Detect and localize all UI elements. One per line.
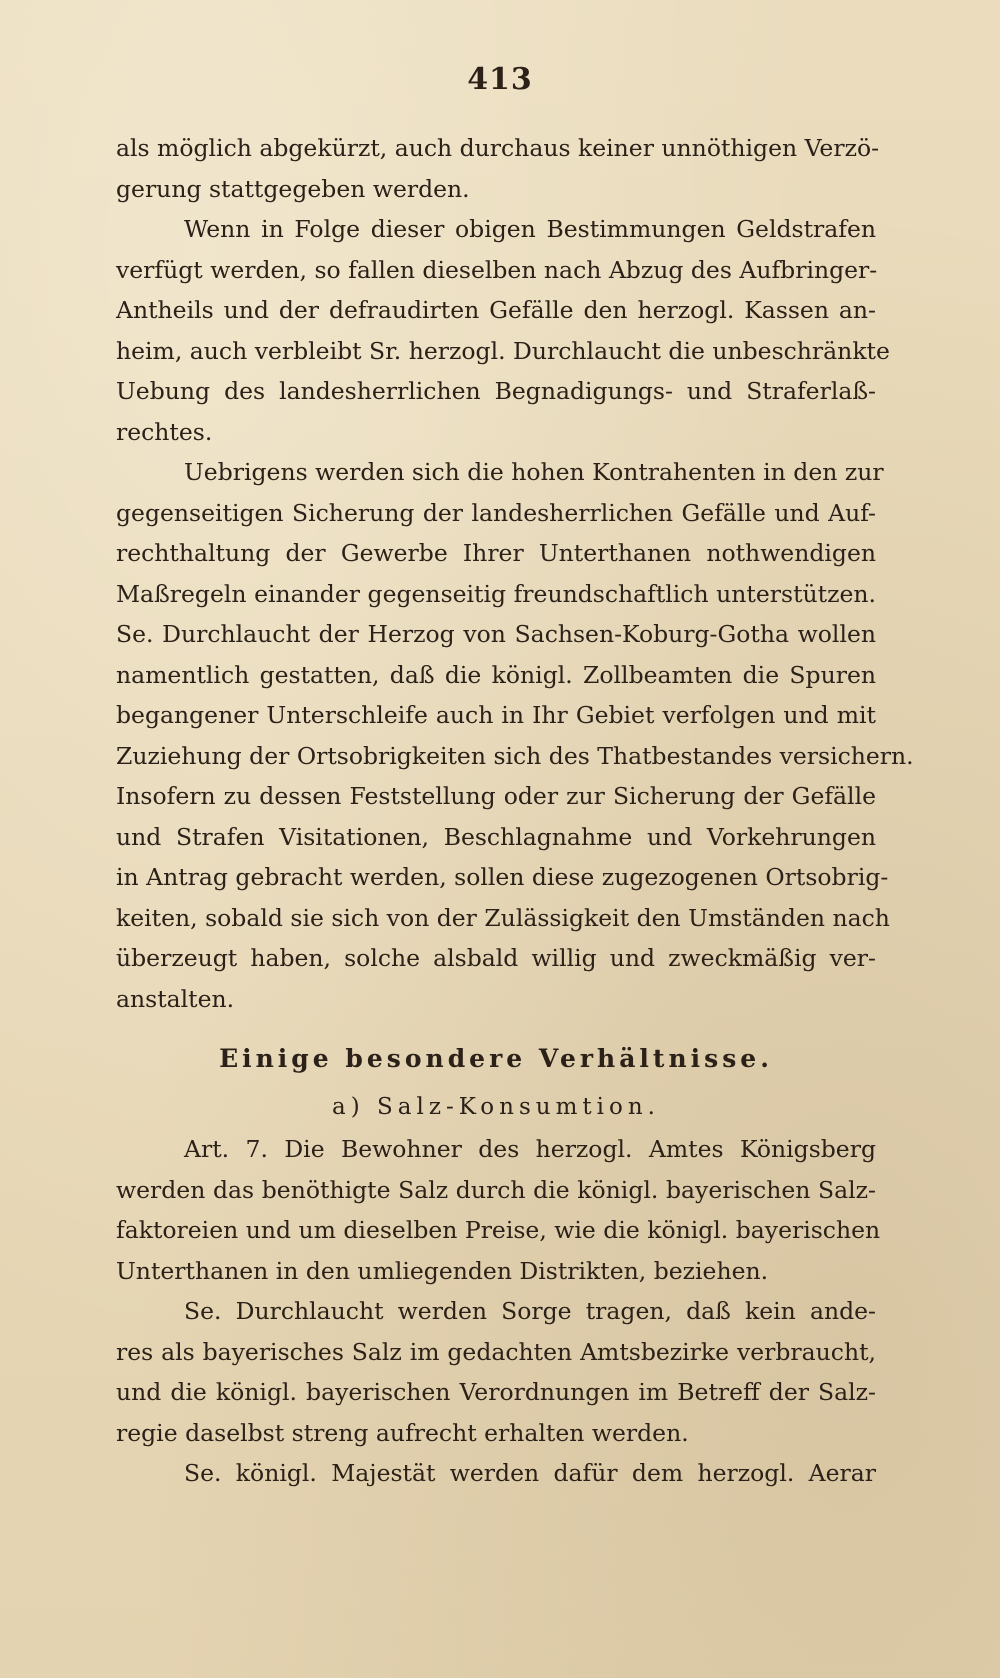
text-line: Se. Durchlaucht werden Sorge tragen, daß kein ande- bbox=[184, 1297, 876, 1325]
text-line: Insofern zu dessen Feststellung oder zur Sicherung der Gefälle bbox=[116, 782, 876, 810]
text-line: Art. 7. Die Bewohner des herzogl. Amtes Königsberg bbox=[184, 1135, 876, 1163]
text-line: rechthaltung der Gewerbe Ihrer Unterthanen nothwendigen bbox=[116, 539, 876, 567]
text-line: begangener Unterschleife auch in Ihr Gebiet verfolgen und mit bbox=[116, 701, 876, 729]
text-line: und Strafen Visitationen, Beschlagnahme und Vorkehrungen bbox=[116, 822, 876, 851]
section-subheading: a) Salz-Konsumtion. bbox=[332, 1094, 660, 1120]
text-line: Antheils und der defraudirten Gefälle den herzogl. Kassen an- bbox=[116, 296, 876, 324]
text-line: gegenseitigen Sicherung der landesherrlichen Gefälle und Auf- bbox=[116, 498, 876, 527]
text-body bbox=[116, 128, 914, 1494]
page-number: 413 bbox=[467, 62, 533, 97]
text-line: und die königl. bayerischen Verordnungen im Betreff der Salz- bbox=[116, 1378, 876, 1406]
text-line: verfügt werden, so fallen dieselben nach Abzug des Aufbringer- bbox=[116, 255, 878, 284]
text-line: anstalten. bbox=[116, 984, 235, 1013]
text-line: res als bayerisches Salz im gedachten Amtsbezirke verbraucht, bbox=[116, 1337, 876, 1366]
text-line: gerung stattgegeben werden. bbox=[116, 174, 470, 203]
text-line: namentlich gestatten, daß die königl. Zollbeamten die Spuren bbox=[116, 660, 876, 689]
text-line: faktoreien und um dieselben Preise, wie die königl. bayerischen bbox=[116, 1216, 881, 1244]
text-line: Unterthanen in den umliegenden Distrikten, beziehen. bbox=[116, 1256, 769, 1285]
text-line: Maßregeln einander gegenseitig freundschaftlich unterstützen. bbox=[116, 579, 876, 608]
text-line: heim, auch verbleibt Sr. herzogl. Durchlaucht die unbeschränkte bbox=[116, 336, 890, 365]
text-line: überzeugt haben, solche alsbald willig und zweckmäßig ver- bbox=[116, 944, 876, 972]
text-line: Se. Durchlaucht der Herzog von Sachsen-Koburg-Gotha wollen bbox=[116, 620, 876, 648]
text-line: rechtes. bbox=[116, 417, 213, 446]
text-line: in Antrag gebracht werden, sollen diese zugezogenen Ortsobrig- bbox=[116, 863, 889, 891]
text-line: Se. königl. Majestät werden dafür dem herzogl. Aerar bbox=[184, 1459, 876, 1487]
section-heading: Einige besondere Verhältnisse. bbox=[219, 1044, 773, 1073]
text-line: Zuziehung der Ortsobrigkeiten sich des Thatbestandes versichern. bbox=[116, 741, 914, 770]
text-line: Uebung des landesherrlichen Begnadigungs- und Straferlaß- bbox=[116, 377, 876, 405]
text-line: keiten, sobald sie sich von der Zulässigkeit den Umständen nach bbox=[116, 903, 890, 932]
text-line: regie daselbst streng aufrecht erhalten werden. bbox=[116, 1418, 689, 1447]
text-line: Wenn in Folge dieser obigen Bestimmungen Geldstrafen bbox=[184, 215, 876, 243]
text-line: werden das benöthigte Salz durch die königl. bayerischen Salz- bbox=[116, 1175, 876, 1204]
text-line: als möglich abgekürzt, auch durchaus keiner unnöthigen Verzö- bbox=[116, 134, 880, 162]
text-line: Uebrigens werden sich die hohen Kontrahenten in den zur bbox=[184, 458, 884, 486]
